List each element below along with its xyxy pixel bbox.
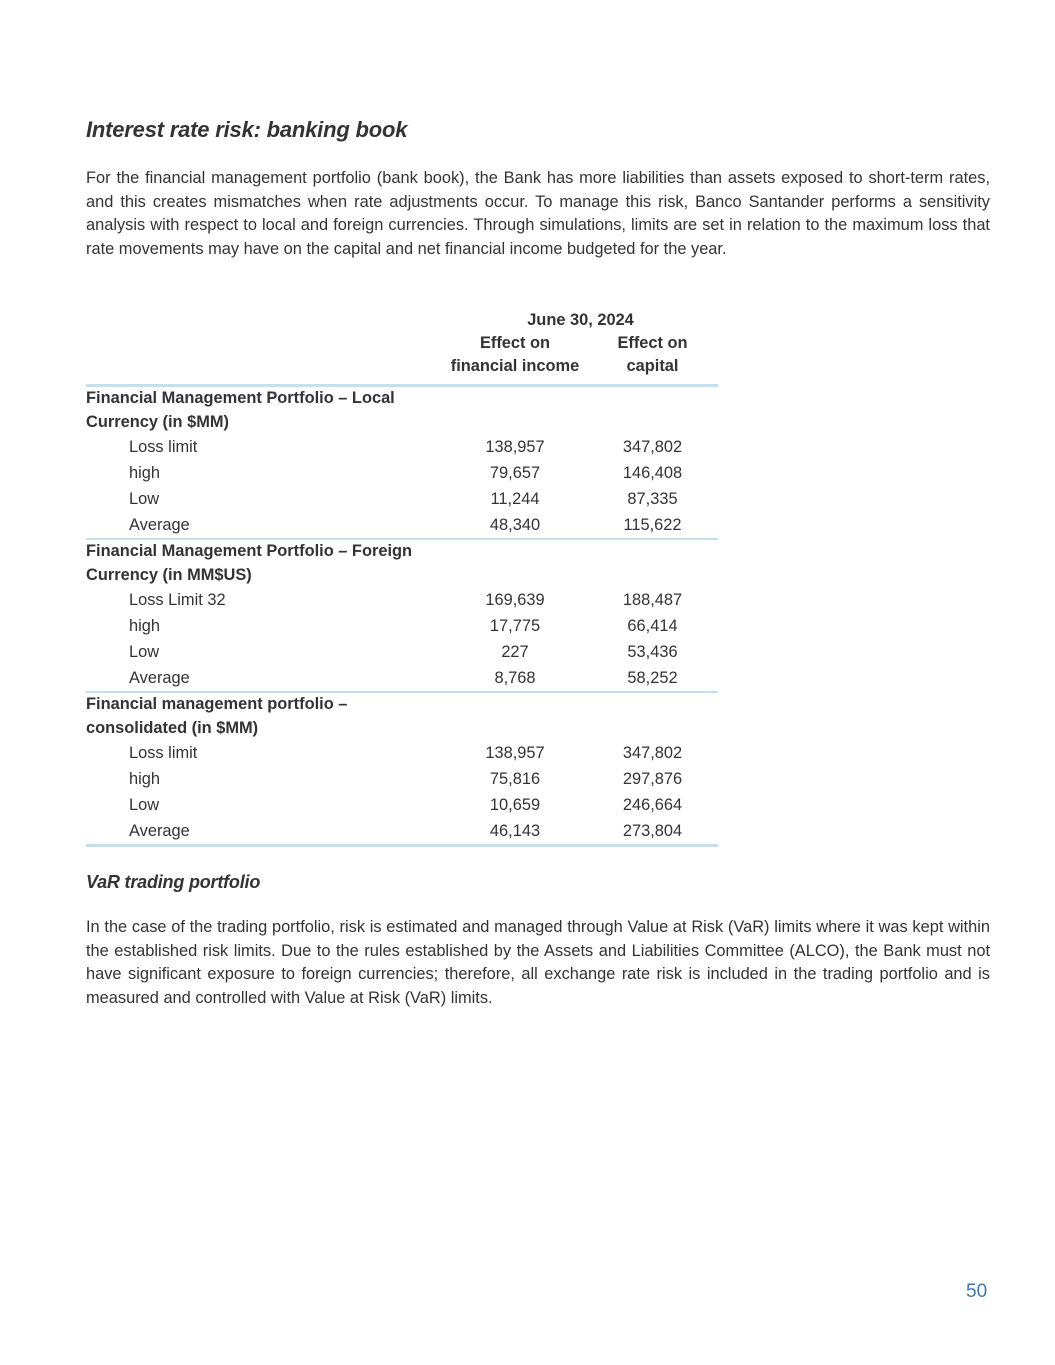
cell-capital: 347,802: [622, 437, 683, 456]
cell-capital: 66,414: [627, 616, 678, 635]
empty-cell: [587, 539, 718, 587]
group-title: Financial management portfolio – consolidated (in $MM): [86, 695, 348, 737]
cell-financial-income: 227: [501, 642, 529, 661]
cell-financial-income: 46,143: [489, 821, 541, 840]
table-row: [86, 740, 718, 766]
row-label: Loss Limit 32: [129, 590, 226, 609]
cell-capital: 188,487: [622, 590, 683, 609]
table-body: [86, 386, 718, 846]
row-label: Low: [129, 489, 160, 508]
table-row: [86, 792, 718, 818]
row-label: high: [129, 616, 160, 635]
cell-capital: 87,335: [627, 489, 678, 508]
intro-paragraph: For the financial management portfolio (bank book), the Bank has more liabilities than assets exposed to short-term rates, and this creates mismatches when rate adjustments occur. To manage this risk, Banco Santander performs a sensitivity analysis with respect to local and foreign currencies. Through simulations, limits are set in relation to the maximum loss that rate movements may have on the capital and net financial income budgeted for the year.: [86, 169, 990, 258]
empty-cell: [443, 386, 587, 435]
cell-financial-income: 79,657: [489, 463, 541, 482]
column-header-text: Effect on financial income: [450, 334, 580, 375]
date-header: June 30, 2024: [527, 310, 634, 329]
group-header-row: [86, 692, 718, 740]
group-header-row: [86, 386, 718, 435]
table-row: [86, 486, 718, 512]
cell-financial-income: 8,768: [494, 668, 536, 687]
empty-cell: [587, 386, 718, 435]
table-row: [86, 665, 718, 692]
sensitivity-table: [86, 308, 718, 847]
cell-capital: 146,408: [622, 463, 683, 482]
cell-capital: 297,876: [622, 769, 683, 788]
row-label: Loss limit: [129, 437, 198, 456]
cell-financial-income: 75,816: [489, 769, 541, 788]
table-row: [86, 639, 718, 665]
cell-capital: 273,804: [622, 821, 683, 840]
group-title: Financial Management Portfolio – Foreign Currency (in MM$US): [86, 542, 413, 584]
table-row: [86, 587, 718, 613]
header-spacer: [86, 332, 443, 386]
page-number: 50: [966, 1281, 988, 1302]
column-header-capital: [587, 332, 718, 386]
column-header-text: Effect on capital: [617, 334, 688, 375]
empty-cell: [443, 692, 587, 740]
row-label: high: [129, 769, 160, 788]
cell-capital: 53,436: [627, 642, 678, 661]
cell-financial-income: 11,244: [490, 489, 540, 508]
cell-capital: 246,664: [622, 795, 683, 814]
row-label: high: [129, 463, 160, 482]
column-header-financial-income: [443, 332, 587, 386]
header-spacer: [86, 308, 443, 332]
cell-financial-income: 17,775: [489, 616, 541, 635]
empty-cell: [443, 539, 587, 587]
cell-financial-income: 10,659: [489, 795, 541, 814]
row-label: Average: [129, 668, 190, 687]
cell-capital: 58,252: [627, 668, 678, 687]
cell-financial-income: 138,957: [485, 437, 545, 456]
table-row: [86, 460, 718, 486]
cell-capital: 347,802: [622, 743, 683, 762]
cell-financial-income: 169,639: [485, 590, 545, 609]
cell-capital: 115,622: [623, 515, 682, 534]
table-row: [86, 818, 718, 846]
row-label: Average: [129, 821, 190, 840]
cell-financial-income: 138,957: [485, 743, 545, 762]
table-row: [86, 434, 718, 460]
row-label: Loss limit: [129, 743, 198, 762]
empty-cell: [587, 692, 718, 740]
row-label: Low: [129, 642, 160, 661]
table-row: [86, 512, 718, 539]
table-row: [86, 613, 718, 639]
row-label: Average: [129, 515, 190, 534]
var-paragraph: In the case of the trading portfolio, risk is estimated and managed through Value at Risk (VaR) limits where it was kept within the established risk limits. Due to the rules established by the Assets and Liabilities Committee (ALCO), the Bank must not have significant exposure to foreign currencies; therefore, all exchange rate risk is included in the trading portfolio and is measured and controlled with Value at Risk (VaR) limits.: [86, 918, 990, 1007]
group-title: Financial Management Portfolio – Local Currency (in $MM): [86, 389, 395, 431]
group-header-row: [86, 539, 718, 587]
cell-financial-income: 48,340: [489, 515, 541, 534]
section-title-var-trading: VaR trading portfolio: [86, 872, 261, 892]
row-label: Low: [129, 795, 160, 814]
section-title-interest-rate-risk: Interest rate risk: banking book: [86, 117, 408, 142]
table-row: [86, 766, 718, 792]
